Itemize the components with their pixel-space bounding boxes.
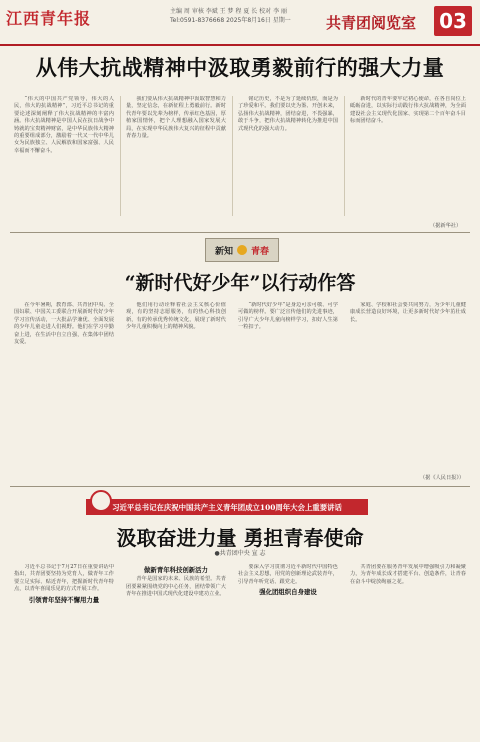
masthead-logo: 江西青年报 xyxy=(6,9,92,28)
section-tag-left: 新知 xyxy=(214,246,233,257)
column-divider xyxy=(344,96,345,216)
column-divider xyxy=(120,96,121,216)
article1-byline: （据新华社） xyxy=(430,223,462,229)
article2-col4: 家庭、学校和社会要共同努力，为少年儿童健康成长营造良好环境，让更多新时代好少年茁壮成长。 xyxy=(350,302,466,323)
header-info xyxy=(170,7,320,25)
article1-col1: “伟大的中国共产党领导，伟大的人民，伟大的抗战精神”，习近平总书记的重要论述深刻阐释了伟大抗战精神的丰富内涵。伟大抗战精神是中国人民在抗日战争中铸就的宝贵精神财富，是中华民族伟大精神的重要组成部分，激励着一代又一代中华儿女为民族独立、人民解放和国家富强、人民幸福而不懈奋斗。 xyxy=(14,96,114,154)
badge-icon xyxy=(90,490,112,512)
article2-col2: 他们用行动诠释着社会主义核心价值观，有的坚持志愿服务，有的热心科技创新，有的传承优秀传统文化，展现了新时代少年儿童积极向上的精神风貌。 xyxy=(126,302,226,331)
article3-subhead: 引领青年坚持不懈用力量 xyxy=(28,595,100,604)
article2-col3: “新时代好少年”是身边可亲可敬、可学可做的榜样。要广泛宣传他们的先进事迹，引导广大少年儿童向榜样学习，扣好人生第一粒扣子。 xyxy=(238,302,338,331)
article3-col1: 习近平总书记于7月27日在重要讲话中指出，共青团要坚持为党育人，做青年工作要立足实际、贴近青年，把握新时代青年特点，以青年喜闻乐见的方式开展工作。 引领青年坚持不懈用力量 xyxy=(14,564,114,604)
article3-banner: 习近平总书记在庆祝中国共产主义青年团成立100周年大会上重要讲话 xyxy=(86,499,368,515)
page-header xyxy=(0,0,480,46)
article1-col4: 新时代的青年要牢记初心使命，在各自岗位上砥砺奋进，以实际行动践行伟大抗战精神，为全面建设社会主义现代化国家、实现第二个百年奋斗目标而团结奋斗。 xyxy=(350,96,466,125)
section-divider xyxy=(10,486,470,487)
article3-subhead: 强化团组织自身建设 xyxy=(259,588,317,597)
article1-title: 从伟大抗战精神中汲取勇毅前行的强大力量 xyxy=(35,55,445,80)
column-name: 共青团阅览室 xyxy=(326,14,417,32)
header-info-line2: Tel:0591-8376668 2025年8月16日 星期一 xyxy=(170,17,291,24)
article3-col2: 做新青年科技创新活力 青年是国家的未来、民族的希望。共青团要紧紧围绕党的中心任务，团结带领广大青年在推进中国式现代化建设中建功立业。 xyxy=(126,566,226,598)
article1-col2: 我们要从伟大抗战精神中汲取智慧和力量，坚定信念，在新征程上勇毅前行。新时代青年要以先辈为榜样，传承红色基因，厚植家国情怀，把个人理想融入国家发展大局，在实现中华民族伟大复兴的征程中贡献青春力量。 xyxy=(126,96,226,140)
article2-byline: （据《人民日报》） xyxy=(420,475,465,481)
column-divider xyxy=(232,96,233,216)
article1-col3: 铭记历史，不是为了延续仇恨，而是为了珍爱和平。我们要以史为鉴、开创未来，弘扬伟大抗战精神，团结奋进，不畏强暴，敢于斗争，把伟大抗战精神转化为推进中国式现代化的强大动力。 xyxy=(238,96,338,132)
article3-col4: 共青团要在服务青年发展中增强吸引力和凝聚力，为青年成长成才搭建平台、创造条件，让青春在奋斗中绽放绚丽之花。 xyxy=(350,564,466,585)
article2-title: “新时代好少年”以行动作答 xyxy=(124,272,356,294)
article3-subhead: 做新青年科技创新活力 xyxy=(144,566,208,574)
page-number: 03 xyxy=(434,6,472,36)
article2-col1: 在今年暑期，教育部、共青团中央、全国妇联、中国关工委联合开展新时代好少年学习宣传活动，一大批品学兼优、全面发展的少年儿童走进人们视野。他们在学习中勤奋上进，在生活中自立自强，在集体中团结友爱。 xyxy=(14,302,114,346)
section-tag-right: 青春 xyxy=(251,246,270,257)
header-info-line1: 主编 周 审核 李斌 王 梦 程 夏 长 校对 李 丽 xyxy=(170,8,287,15)
section-tag xyxy=(205,238,279,262)
article3-title: 汲取奋进力量 勇担青春使命 xyxy=(116,526,364,550)
article3-byline: ●共青团中央 宣 志 xyxy=(214,550,266,557)
section-divider xyxy=(10,232,470,233)
section-tag-dot-icon xyxy=(237,245,247,255)
article3-col3: 要深入学习贯彻习近平新时代中国特色社会主义思想，用党的创新理论武装青年，引导青年听党话、跟党走。 强化团组织自身建设 xyxy=(238,564,338,597)
